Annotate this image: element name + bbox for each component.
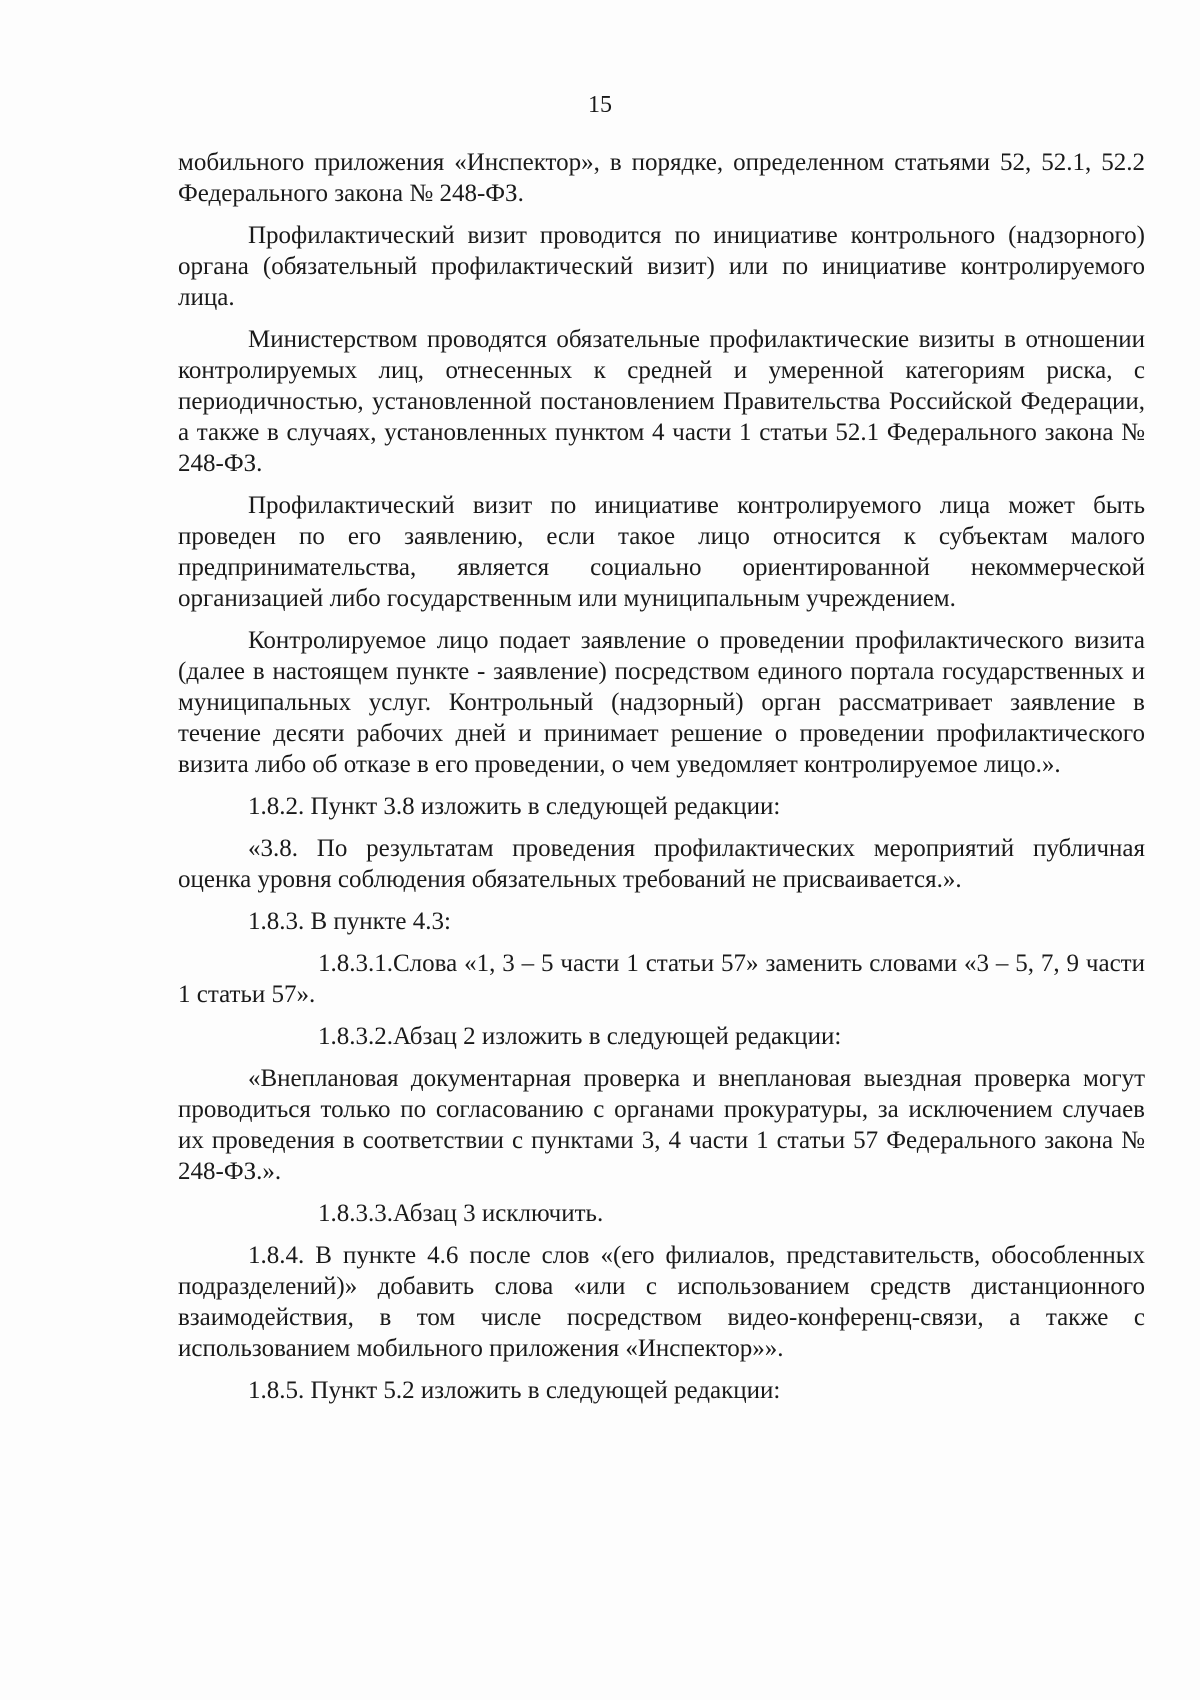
paragraph-mandatory-visits: Министерством проводятся обязательные профилактические визиты в отношении контролируемых лиц, отнесенных к средней и умеренной категориям риска, с периодичностью, установленной постановлением Правительства Российской Федерации, а также в случаях, установленных пунктом 4 части 1 статьи 52.1 Федерального закона № 248-ФЗ. (178, 326, 1145, 477)
paragraph-item-1-8-3: 1.8.3. В пункте 4.3: (248, 908, 451, 935)
paragraph-item-1-8-4: 1.8.4. В пункте 4.6 после слов «(его филиалов, представительств, обособленных подразделений)» добавить слова «или с использованием средств дистанционного взаимодействия, в том числе посредством видео-конференц-связи, а также с использованием мобильного приложения «Инспектор»». (178, 1242, 1145, 1362)
paragraph-item-1-8-5: 1.8.5. Пункт 5.2 изложить в следующей редакции: (248, 1377, 781, 1404)
item-number: 1.8.3.3. (318, 1200, 393, 1227)
paragraph-application: Контролируемое лицо подает заявление о проведении профилактического визита (далее в настоящем пункте - заявление) посредством единого портала государственных и муниципальных услуг. Контрольный (надзорный) орган рассматривает заявление в течение десяти рабочих дней и принимает решение о проведении профилактического визита либо об отказе в его проведении, о чем уведомляет контролируемое лицо.». (178, 627, 1145, 778)
page-number: 15 (588, 92, 612, 118)
item-text: Абзац 3 исключить. (393, 1200, 604, 1227)
paragraph-item-3-8: «3.8. По результатам проведения профилактических мероприятий публичная оценка уровня соблюдения обязательных требований не присваивается.». (178, 835, 1145, 893)
item-number: 1.8.3.2. (318, 1023, 393, 1050)
paragraph-unscheduled-inspection: «Внеплановая документарная проверка и внеплановая выездная проверка могут проводиться только по согласованию с органами прокуратуры, за исключением случаев их проведения в соответствии с пунктами 3, 4 части 1 статьи 57 Федерального закона № 248-ФЗ.». (178, 1065, 1145, 1185)
item-text: Абзац 2 изложить в следующей редакции: (393, 1023, 842, 1050)
paragraph-continuation: мобильного приложения «Инспектор», в порядке, определенном статьями 52, 52.1, 52.2 Федерального закона № 248-ФЗ. (178, 149, 1145, 207)
paragraph-visit-initiative: Профилактический визит проводится по инициативе контрольного (надзорного) органа (обязательный профилактический визит) или по инициативе контролируемого лица. (178, 222, 1145, 311)
paragraph-item-1-8-2: 1.8.2. Пункт 3.8 изложить в следующей редакции: (248, 793, 781, 820)
paragraph-item-1-8-3-3 (178, 1198, 1145, 1229)
paragraph-item-1-8-3-2 (178, 1021, 1145, 1052)
item-number: 1.8.3.1. (318, 950, 393, 977)
paragraph-item-1-8-3-1 (178, 948, 1145, 1010)
document-body (178, 147, 1145, 1417)
item-text: Слова «1, 3 – 5 части 1 статьи 57» заменить словами «3 – 5, 7, 9 части 1 статьи 57». (178, 950, 1145, 1008)
paragraph-visit-by-request: Профилактический визит по инициативе контролируемого лица может быть проведен по его заявлению, если такое лицо относится к субъектам малого предпринимательства, является социально ориентированной некоммерческой организацией либо государственным или муниципальным учреждением. (178, 492, 1145, 612)
